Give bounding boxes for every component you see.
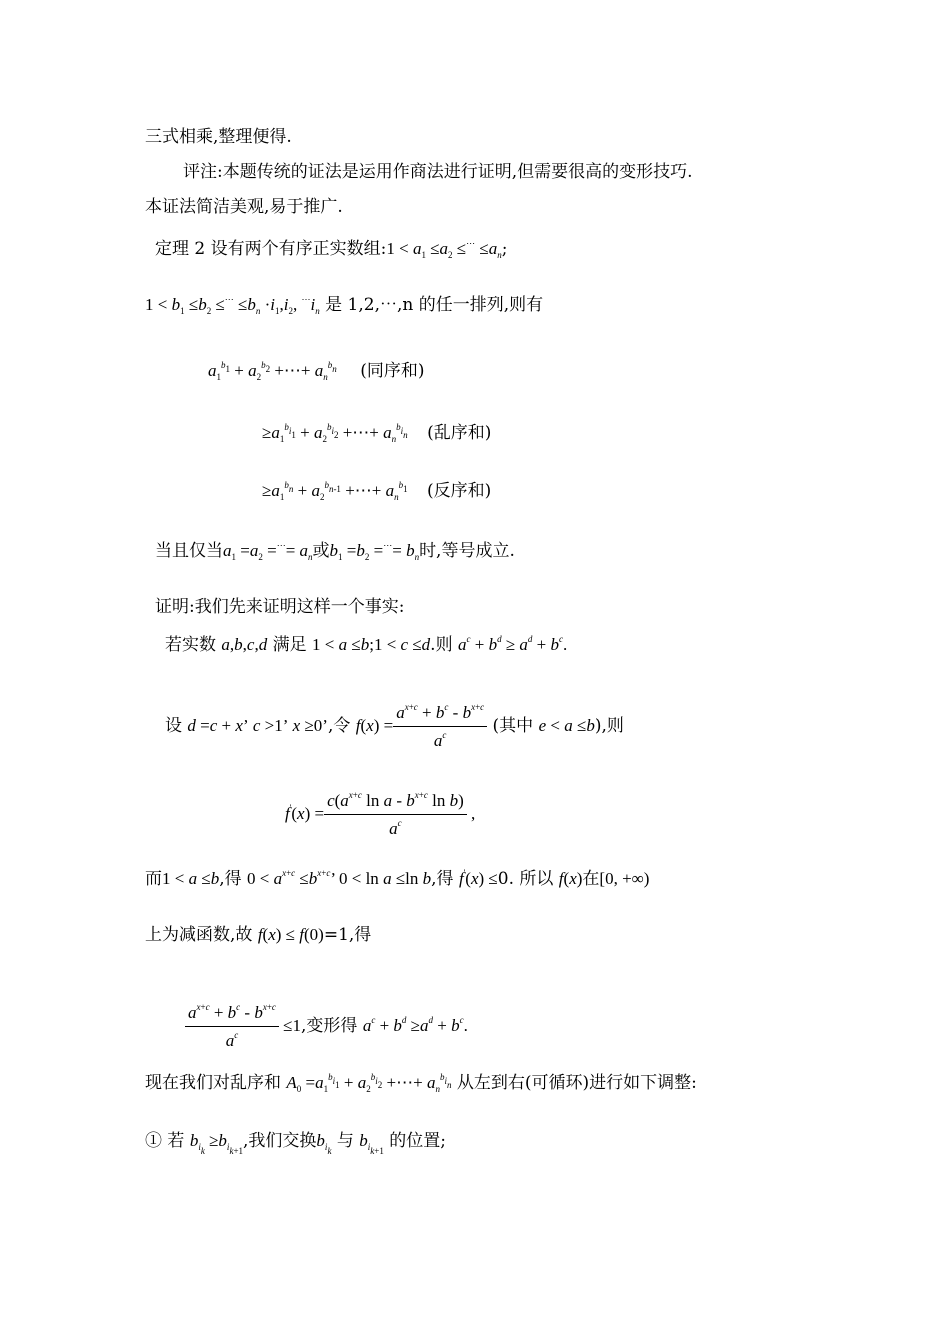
equality-or: 或 — [312, 541, 330, 561]
formula-a-le-b: 1 < a ≤b — [162, 869, 220, 888]
adjustment-line — [145, 1072, 697, 1094]
decreasing-line — [145, 924, 371, 946]
step-lead: ① 若 — [145, 1131, 185, 1151]
formula-f-bound: f(x) ≤ f(0) — [257, 925, 324, 944]
formula-a-equal: $a_1 =a_2 =^\cdots= a_n$ — [223, 540, 313, 562]
proof-intro: 证明:我们先来证明这样一个事实: — [155, 597, 405, 617]
transform-get: ,变形得 — [301, 1015, 358, 1036]
formula-f-def: f(x) = $\frac{a^{x+c} + b^c - b^{x+c}}{a^c}$ — [356, 716, 487, 735]
theorem-line-2 — [145, 294, 543, 316]
let-where: (其中 — [492, 715, 534, 736]
formula-let-d: d =c + x’ c >1’ x ≥0’ — [187, 715, 328, 735]
transformed-line — [185, 1002, 468, 1052]
formula-derivative: f'(x) = $\frac{c(a^{x+c} \ln a - b^{x+c} \ln b)}{a^c}$ , — [285, 790, 476, 838]
step-tail: 的位置; — [389, 1131, 446, 1151]
decreasing-lead: 上为减函数,故 — [145, 925, 253, 945]
since-get-1: ,得 — [219, 869, 242, 889]
formula-b-ik: $b_{i_k}$ — [316, 1131, 332, 1156]
step-one-line — [145, 1130, 446, 1156]
let-define: ,令 — [327, 715, 351, 736]
formula-e-condition: e < a ≤b — [538, 715, 595, 735]
derivative-line — [285, 790, 475, 840]
formula-abcd: a,b,c,d — [221, 635, 268, 654]
semicolon: ; — [501, 239, 508, 259]
theorem-lead: 定理 2 设有两个有序正实数组: — [155, 239, 387, 259]
formula-b-sequence: $1 < b_1 \le b_2 \le^\cdots \le b_n \cdot i_1,i_2$, $^\cdots i_n$ — [145, 294, 320, 316]
formula-fact-claim: $a^c + b^d \ge a^d + b^c$. — [457, 634, 568, 654]
fact-satisfy: 满足 — [272, 635, 307, 655]
decreasing-tail: =1,得 — [323, 925, 372, 945]
let-definition — [165, 702, 624, 752]
let-then: ),则 — [594, 715, 624, 736]
formula-derivative-sign: f'(x) ≤ — [458, 868, 498, 888]
same-order-sum — [208, 360, 424, 382]
same-order-label: (同序和) — [360, 361, 425, 381]
equality-condition — [155, 540, 515, 562]
line-generalize: 本证法简洁美观,易于推广. — [145, 197, 343, 217]
step-and: 与 — [336, 1131, 354, 1151]
formula-f-x: f(x) — [558, 869, 583, 888]
formula-fact-result: $a^c + b^d \ge a^d + b^c$. — [362, 1014, 468, 1035]
formula-step-condition: $b_{i_k} \ge b_{i_{k+1}}$ — [189, 1131, 244, 1156]
fact-lead: 若实数 — [165, 635, 216, 655]
formula-b-ik1: $b_{i_{k+1}}$ — [359, 1131, 384, 1156]
since-lead: 而 — [145, 869, 162, 889]
reverse-order-sum — [262, 480, 491, 502]
formula-same-order: $a_1^{b_1} + a_2^{b_2}$ +⋯+ $a_n^{b_n}$ — [208, 360, 337, 382]
formula-a-sequence: $1 < a_1 \le a_2 \le^\cdots \le a_n$ — [386, 238, 502, 260]
formula-power-bounds: $0 < a^{x+c} \le b^{x+c}$’ 0 < ln a ≤ln b — [247, 868, 432, 888]
reverse-order-label: (反序和) — [427, 481, 492, 501]
equality-lead: 当且仅当 — [155, 541, 223, 561]
formula-fraction-bound: $\frac{a^{x+c} + b^c - b^{x+c}}{a^c}$ ≤1 — [185, 1016, 301, 1035]
formula-random-order: $\ge a_1^{b_{i_1}} + a_2^{b_{i_2}}$ +⋯+ $a_n^{b_{i_n}}$ — [262, 422, 408, 444]
let-lead: 设 — [165, 715, 182, 736]
random-order-sum — [262, 422, 491, 444]
formula-reverse-order: $\ge a_1^{b_n} + a_2^{b_{n-1}}$ +⋯+ $a_n^{b_1}$ — [262, 480, 408, 502]
adjust-tail: 从左到右(可循环)进行如下调整: — [456, 1073, 697, 1093]
formula-fact-conditions: 1 < a ≤b;1 < c ≤d — [312, 635, 431, 654]
since-line — [145, 868, 649, 890]
permutation-text: 是 1,2,⋯,n 的任一排列,则有 — [325, 295, 544, 315]
line-comment: 评注:本题传统的证法是运用作商法进行证明,但需要很高的变形技巧. — [183, 162, 693, 182]
line-multiply: 三式相乘,整理便得. — [145, 127, 292, 147]
adjust-lead: 现在我们对乱序和 — [145, 1073, 281, 1093]
fact-then: .则 — [430, 635, 453, 655]
formula-b-equal: $b_1 =b_2 =^\cdots= b_n$ — [329, 540, 420, 562]
since-on: 在 — [582, 869, 600, 889]
since-so: 0. 所以 — [497, 869, 554, 889]
random-order-label: (乱序和) — [427, 423, 492, 443]
since-get-2: ,得 — [431, 869, 454, 889]
theorem-line-1 — [155, 238, 507, 260]
equality-tail: 时,等号成立. — [419, 541, 515, 561]
step-swap: ,我们交换 — [243, 1131, 317, 1151]
formula-a0: $A_0 =a_1^{b_{i_1}} + a_2^{b_{i_2}}$ +⋯+ $a_n^{b_{i_n}}$ — [286, 1072, 452, 1094]
formula-interval: [0, +∞) — [599, 869, 650, 888]
fact-statement — [165, 634, 567, 656]
